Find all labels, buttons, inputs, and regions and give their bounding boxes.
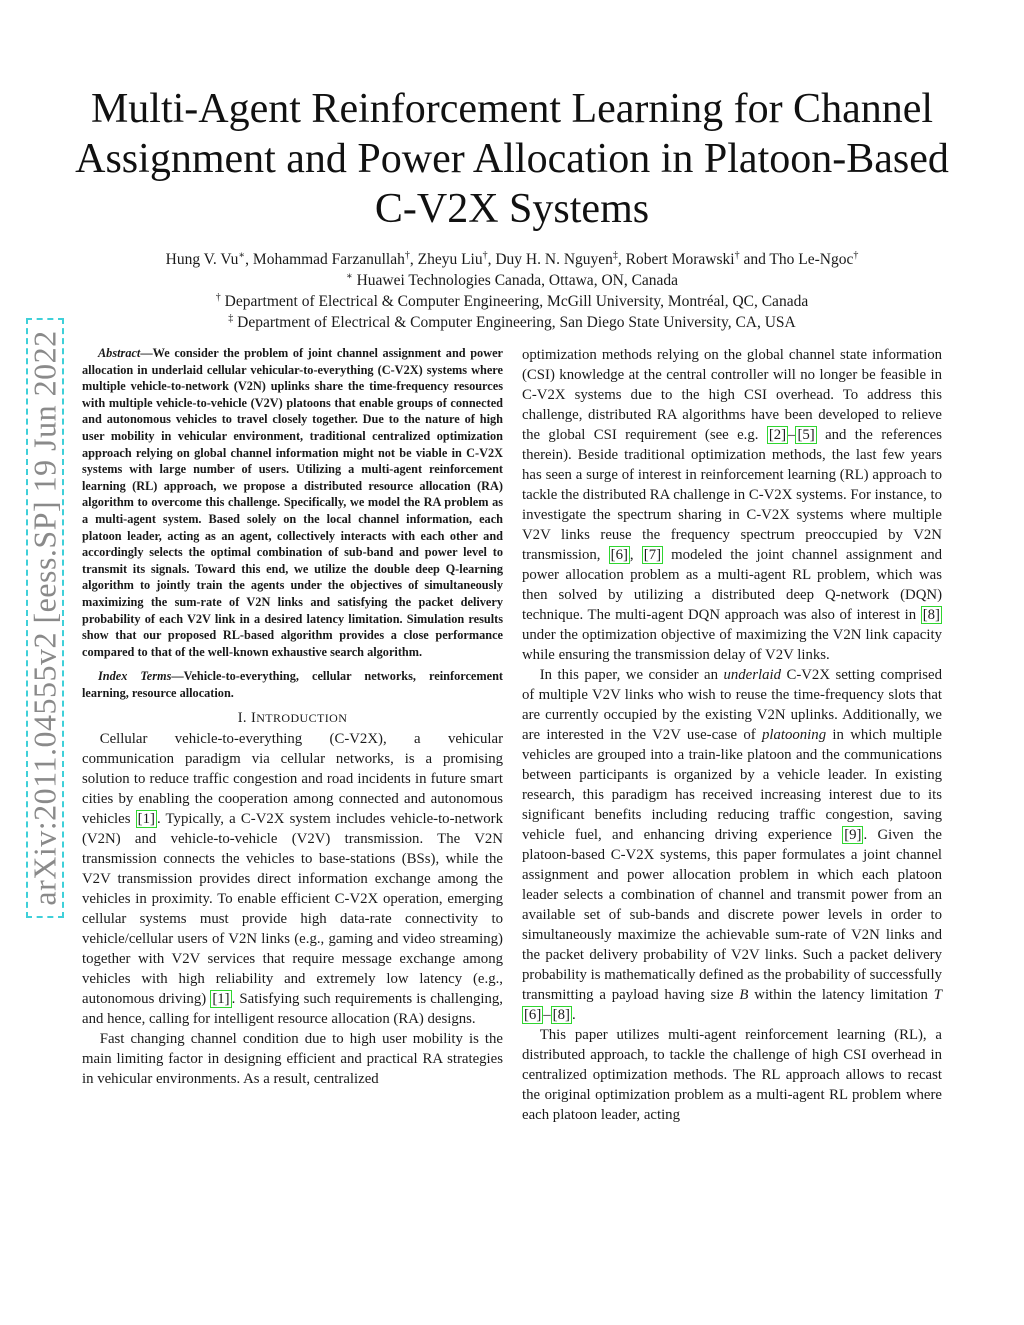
author-affiliation-mark: †: [853, 249, 859, 261]
math-symbol: T: [933, 987, 942, 1003]
left-column: [82, 345, 503, 1089]
paragraph-intro-3: [522, 665, 942, 1025]
author-name: , Mohammad Farzanullah: [245, 251, 405, 268]
author-name: , Zheyu Liu: [409, 251, 483, 268]
citation-link[interactable]: [7]: [643, 547, 662, 563]
text-run: –: [788, 427, 796, 443]
section-heading-introduction: [82, 708, 503, 728]
affiliation-sdsu: [60, 312, 964, 333]
citation-link[interactable]: [2]: [768, 427, 787, 443]
section-title-initial: I: [250, 710, 257, 727]
affiliation-text: Department of Electrical & Computer Engineering, San Diego State University, CA, USA: [233, 314, 796, 331]
citation-link[interactable]: [5]: [797, 427, 815, 443]
author-list: [60, 249, 964, 270]
emphasis: platooning: [761, 727, 827, 743]
text-run: . Satisfying such requirements is challenging, and hence, calling for intelligent resource allocation (RA) designs.: [82, 991, 503, 1028]
citation-link[interactable]: [9]: [844, 827, 862, 843]
text-run: This paper utilizes multi-agent reinforcement learning (RL), a distributed approach, to tackle the challenge of high CSI overhead in centralized optimization methods. The RL approach allows to recast the original optimization problem as a multi-agent RL problem where each platoon leader, acting: [522, 1027, 942, 1123]
abstract-text: —We consider the problem of joint channel assignment and power allocation in underlaid cellular vehicular-to-everything (C-V2X) systems where multiple vehicle-to-network (V2N) uplinks share the time-frequency resources with multiple vehicle-to-vehicle (V2V) platoons that enable groups of connected and autonomous vehicles to travel closely together. Due to the nature of high user mobility in vehicular environment, traditional centralized optimization approach relying on global channel information might not be viable in C-V2X systems with large number of users. Utilizing a multi-agent reinforcement learning (RL) approach, we propose a distributed resource allocation (RA) algorithm to overcome this challenge. Specifically, we model the RA problem as a multi-agent system. Based solely on the local channel information, each platoon leader, acting as an agent, collectively interacts with each other and accordingly selects the optimal combination of sub-band and power level to transmit its signals. Toward this end, we utilize the double deep Q-learning algorithm to jointly train the agents under the objectives of simultaneously maximizing the sum-rate of V2N links and satisfying the packet delivery probability of each V2V link in a desired latency limitation. Simulation results show that our proposed RL-based algorithm provides a close performance compared to that of the well-known exhaustive search algorithm.: [82, 346, 503, 659]
author-name: and Tho Le-Ngoc: [739, 251, 854, 268]
citation-link[interactable]: [6]: [610, 547, 628, 563]
paragraph-intro-2: [82, 1029, 503, 1089]
text-run: Fast changing channel condition due to high user mobility is the main limiting factor in designing efficient and practical RA strategies in vehicular environments. As a result, centralized: [82, 1031, 503, 1088]
author-affiliation-mark: †: [482, 249, 488, 261]
abstract: [82, 345, 503, 660]
text-run: In this paper, we consider an: [539, 667, 724, 683]
citation-link[interactable]: [1]: [212, 991, 230, 1008]
emphasis: underlaid: [723, 667, 781, 683]
affiliation-mark: ∗: [345, 270, 353, 282]
author-block: [60, 249, 964, 333]
math-symbol: B: [739, 987, 749, 1003]
author-affiliation-mark: †: [404, 249, 410, 261]
author-name: , Duy H. N. Nguyen: [487, 251, 613, 268]
author-name: Hung V. Vu: [165, 251, 239, 268]
author-affiliation-mark: ∗: [238, 249, 246, 261]
text-run: ,: [629, 547, 642, 563]
paragraph-intro-2-continued: [522, 345, 942, 665]
affiliation-mark: †: [215, 291, 221, 303]
index-terms-text: —Vehicle-to-everything, cellular networks, reinforcement learning, resource allocation.: [82, 669, 504, 700]
citation-link[interactable]: [6]: [524, 1007, 542, 1023]
abstract-label: Abstract: [97, 346, 141, 360]
index-terms-label: Index Terms: [97, 669, 172, 684]
section-number: I.: [237, 710, 251, 727]
text-run: in which multiple vehicles are grouped into a train-like platoon and the communications between participants is organized by a vehicle leader. In existing research, this paradigm has received increasing interest due to its significant benefits including reducing traffic congestion, saving vehicle fuel, and enhancing driving experience: [522, 727, 942, 843]
affiliation-mcgill: [60, 291, 964, 312]
text-run: .: [571, 1007, 576, 1023]
citation-link[interactable]: [8]: [552, 1007, 570, 1023]
text-run: –: [543, 1007, 551, 1023]
right-column: [522, 345, 942, 1125]
text-run: modeled the joint channel assignment and power allocation problem as a multi-agent RL problem, which was then solved by utilizing a distributed deep Q-network (DQN) technique. The multi-agent DQN approach was also of interest in: [522, 547, 942, 623]
affiliation-mark: ‡: [228, 312, 234, 324]
text-run: C-V2X setting comprised of multiple V2V links who wish to reuse the time-frequency slots that are currently occupied by the existing V2N uplinks. Additionally, we are interested in the V2V use-case of: [522, 667, 942, 743]
affiliation-text: Department of Electrical & Computer Engineering, McGill University, Montréal, QC, Canada: [220, 293, 809, 310]
author-affiliation-mark: ‡: [612, 249, 618, 261]
citation-link[interactable]: [1]: [137, 811, 155, 828]
text-run: optimization methods relying on the global channel state information (CSI) knowledge at the central controller will no longer be feasible in C-V2X systems due to the high CSI overhead. To address this challenge, distributed RA algorithms have been developed to relieve the global CSI requirement (see e.g.: [522, 347, 942, 443]
text-run: Cellular vehicle-to-everything (C-V2X), a vehicular communication paradigm via cellular networks, is a promising solution to reduce traffic congestion and road incidents in future smart cities by enabling the cooperation among connected and autonomous vehicles: [82, 731, 503, 828]
index-terms: [82, 668, 503, 701]
text-run: and the references therein). Beside traditional optimization methods, the last few years has seen a surge of interest in reinforcement learning (RL) approach to tackle the distributed RA challenge in C-V2X systems. For instance, to investigate the spectrum sharing in C-V2X systems where multiple V2V links reuse the frequency spectrum preoccupied by V2N transmission,: [522, 427, 942, 563]
arxiv-identifier: arXiv:2011.04555v2 [eess.SP] 19 Jun 2022: [27, 330, 64, 906]
arxiv-identifier-stamp: [26, 318, 64, 918]
text-run: under the optimization objective of maximizing the V2N link capacity while ensuring the transmission delay of V2V links.: [522, 627, 942, 663]
author-affiliation-mark: †: [734, 249, 740, 261]
affiliation-huawei: [60, 270, 964, 291]
paragraph-intro-4: [522, 1025, 942, 1125]
author-name: , Robert Morawski: [617, 251, 735, 268]
paper-title: Multi-Agent Reinforcement Learning for Channel Assignment and Power Allocation in Platoon-Based C-V2X Systems: [75, 86, 949, 232]
affiliation-text: Huawei Technologies Canada, Ottawa, ON, Canada: [352, 272, 679, 289]
section-title-rest: NTRODUCTION: [256, 711, 348, 726]
paragraph-intro-1: [82, 729, 503, 1029]
text-run: within the latency limitation: [748, 987, 934, 1003]
text-run: . Given the platoon-based C-V2X systems, this paper formulates a joint channel assignment and power allocation problem in which each platoon leader selects a combination of channel and transmit power from an available set of sub-bands and discrete power levels in order to simultaneously maximize the achievable sum-rate of V2N links and the packet delivery probability of V2V links. Such a packet delivery probability is mathematically defined as the probability of successfully transmitting a payload having size: [522, 827, 943, 1003]
text-run: . Typically, a C-V2X system includes vehicle-to-network (V2N) and vehicle-to-vehicle (V2V) transmission. The V2N transmission connects the vehicles to base-stations (BSs), while the V2V transmission provides direct information exchange among the vehicles in proximity. To enable efficient C-V2X operation, emerging cellular systems must provide high data-rate connectivity to vehicle/cellular users of V2N links (e.g., gaming and video streaming) together with V2V services that require message exchange among vehicles with high reliability and extremely low latency (e.g., autonomous driving): [82, 811, 503, 1008]
citation-link[interactable]: [8]: [922, 607, 940, 623]
